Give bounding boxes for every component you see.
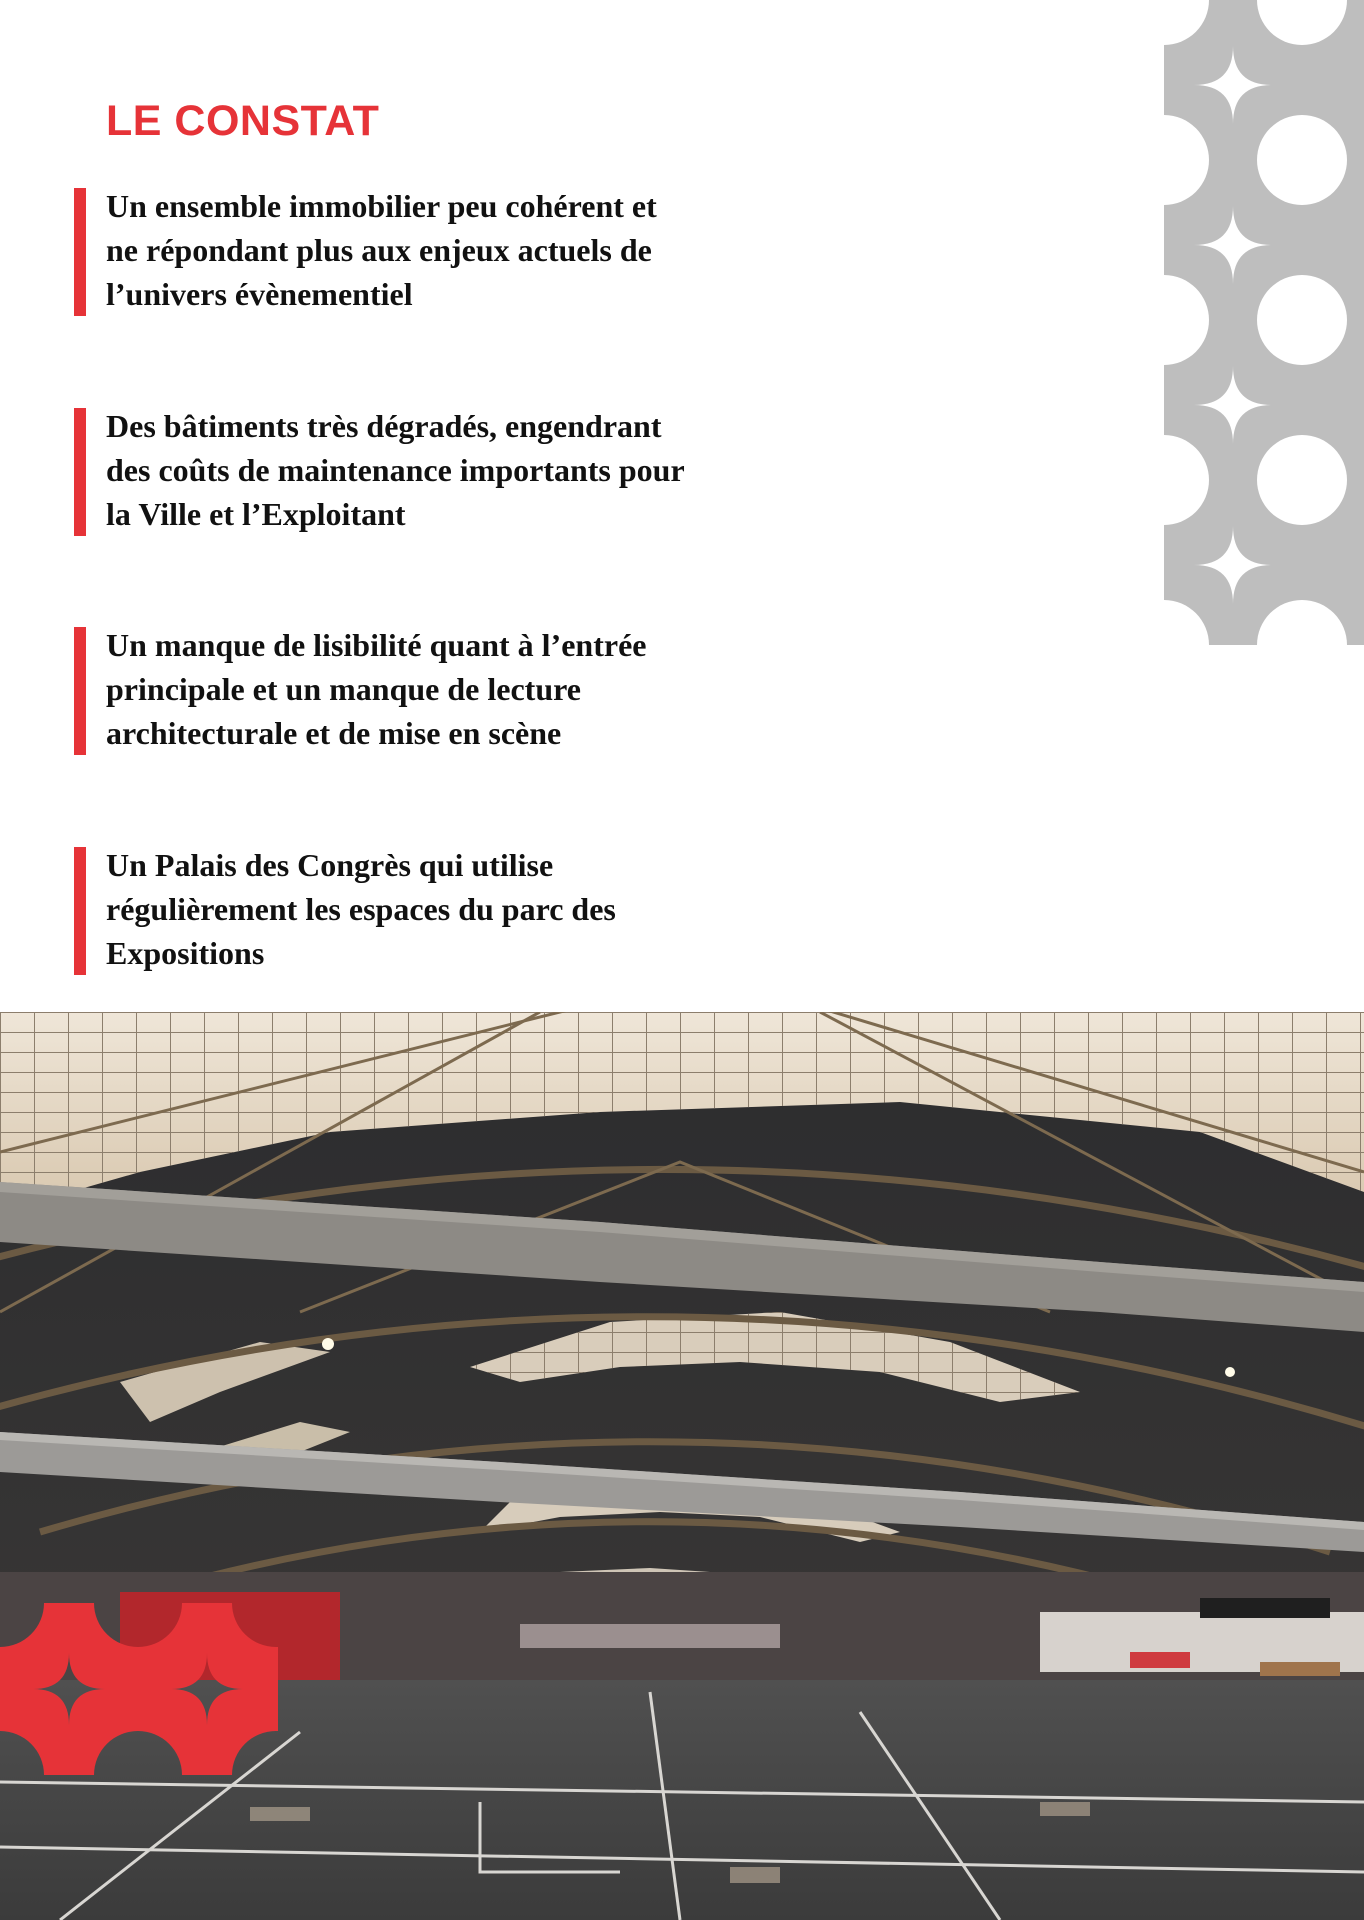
accent-bar: [74, 847, 86, 975]
hall-interior-graphic: [0, 1012, 1364, 1920]
accent-bar: [74, 627, 86, 755]
exhibition-hall-photo: [0, 1012, 1364, 1920]
gray-pattern-decoration: [1164, 0, 1364, 645]
page-title: LE CONSTAT: [106, 97, 380, 145]
constat-point: [74, 404, 694, 536]
constat-point-text: Un manque de lisibilité quant à l’entrée principale et un manque de lecture architecturale et de mise en scène: [106, 627, 647, 751]
accent-bar: [74, 408, 86, 536]
constat-point-text: Des bâtiments très dégradés, engendrant des coûts de maintenance importants pour la Ville et l’Exploitant: [106, 408, 685, 532]
constat-point-text: Un Palais des Congrès qui utilise régulièrement les espaces du parc des Expositions: [106, 847, 616, 971]
quatrefoil-pattern-graphic: [1164, 0, 1364, 645]
constat-point: [74, 623, 694, 755]
constat-point-text: Un ensemble immobilier peu cohérent et ne répondant plus aux enjeux actuels de l’univers évènementiel: [106, 188, 657, 312]
red-arch-decoration: [0, 1603, 278, 1775]
constat-point: [74, 184, 694, 316]
accent-bar: [74, 188, 86, 316]
constat-point: [74, 843, 694, 975]
